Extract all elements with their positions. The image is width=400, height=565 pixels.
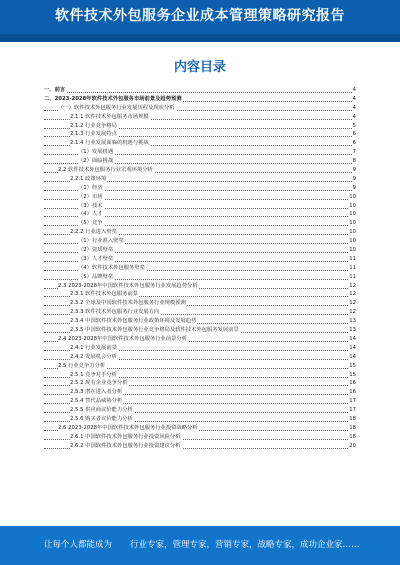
toc-entry-page: 9 [352, 167, 356, 174]
footer-tagline: 行业专家，管理专家，营销专家，战略专家，成功企业家…… [130, 540, 360, 550]
toc-leader-dots [44, 92, 356, 93]
toc-entry[interactable] [44, 442, 356, 451]
toc-entry-page: 14 [349, 344, 356, 351]
toc-entry-page: 12 [349, 291, 356, 298]
toc-entry-title: 2.5 行业竞争力分析 [58, 362, 106, 369]
toc-entry-title: （4）软件技术外包服务壁垒 [78, 264, 145, 271]
toc-entry[interactable] [44, 424, 356, 433]
toc-entry-page: 20 [349, 442, 356, 449]
toc-entry[interactable] [44, 326, 356, 335]
toc-entry-page: 18 [349, 415, 356, 422]
toc-entry-title: 2.3 2023-2028年中国软件技术外包服务行业发展趋势分析 [58, 282, 198, 289]
toc-entry-title: 2.3.4 中国软件技术外包服务行业政策环境及发展趋势 [70, 318, 197, 325]
toc-entry-page: 4 [352, 104, 356, 111]
page-title: 内容目录 [173, 60, 226, 75]
toc-entry[interactable] [44, 202, 356, 211]
toc-entry[interactable] [44, 371, 356, 380]
toc-entry[interactable] [44, 290, 356, 299]
toc-entry-page: 4 [352, 87, 356, 93]
toc-entry-title: 2.1.4 行业发展面临的机遇与挑战 [70, 140, 149, 147]
toc-entry-page: 10 [349, 229, 356, 236]
toc-entry-title: 2.5.3 潜在进入者分析 [70, 389, 123, 396]
toc-entry-page: 9 [352, 175, 356, 182]
toc-entry[interactable] [44, 157, 356, 166]
toc-entry-page: 6 [352, 131, 356, 138]
toc-entry-title: （2）市场 [78, 193, 103, 200]
toc-entry-page: 17 [349, 407, 356, 414]
toc-entry-page: 12 [349, 300, 356, 307]
toc-entry[interactable] [44, 148, 356, 157]
toc-entry-title: 2.4.2 发展机会分析 [70, 353, 117, 360]
toc-entry-title: 2.3.3 软件技术外包服务行业发展方向 [70, 309, 160, 316]
toc-entry[interactable] [44, 317, 356, 326]
toc-entry[interactable] [44, 273, 356, 282]
toc-entry[interactable] [44, 406, 356, 415]
toc-entry-page: 12 [349, 282, 356, 289]
toc-entry-title: 2.2.2 行业进入壁垒 [70, 229, 117, 236]
toc-entry-title: 2.3.2 全球及中国软件技术外包服务行业规模预测 [70, 300, 186, 307]
toc-entry-title: 二、2023-2028年软件技术外包服务市场前景及趋势预测 [44, 95, 182, 102]
toc-entry[interactable] [44, 415, 356, 424]
toc-entry-page: 15 [349, 362, 356, 369]
toc-entry[interactable] [44, 388, 356, 397]
toc-entry-page: 14 [349, 353, 356, 360]
toc-entry-page: 13 [349, 318, 356, 325]
toc-entry-title: （2）面临挑战 [78, 158, 114, 165]
header-stripe [0, 34, 400, 42]
toc-entry-title: 2.3.1 软件技术外包服务前景 [70, 291, 139, 298]
toc-entry[interactable] [44, 95, 356, 104]
toc-entry-title: （一）软件技术外包服务行业发展历程及现状分析 [58, 104, 175, 111]
toc-entry-title: （1）行业准入壁垒 [78, 238, 124, 245]
toc-entry-page: 17 [349, 398, 356, 405]
toc-entry[interactable] [44, 237, 356, 246]
toc-entry-title: 2.1.3 行业发展特点 [70, 131, 117, 138]
toc-entry-title: 2.2 软件技术外包服务行业宏观环境分析 [58, 167, 153, 174]
toc-entry[interactable] [44, 353, 356, 362]
toc-entry-page: 6 [352, 140, 356, 147]
toc-entry[interactable] [44, 104, 356, 113]
toc-entry-page: 18 [349, 424, 356, 431]
toc-entry-title: （1）经济 [78, 184, 103, 191]
toc-entry-page: 9 [352, 184, 356, 191]
toc-entry[interactable] [44, 362, 356, 371]
toc-entry-title: 2.3.5 中国软件技术外包服务行业竞争格局及软件技术外包服务发展前景 [70, 327, 239, 334]
toc-entry-title: 2.6.2 中国软件技术外包服务行业投资建议分析 [70, 442, 181, 449]
toc-entry-title: 2.1.1 软件技术外包服务市场规模 [70, 113, 149, 120]
toc-entry[interactable] [44, 308, 356, 317]
toc-entry[interactable] [44, 122, 356, 131]
toc-entry[interactable] [44, 344, 356, 353]
toc-entry-page: 16 [349, 389, 356, 396]
toc-entry[interactable] [44, 379, 356, 388]
toc-entry-title: 2.5.1 竞争对手分析 [70, 371, 117, 378]
toc-entry-page: 16 [349, 380, 356, 387]
toc-entry-page: 10 [349, 193, 356, 200]
toc-entry-page: 10 [349, 238, 356, 245]
toc-entry-title: 2.5.6 购买者议价能力分析 [70, 415, 133, 422]
toc-entry[interactable] [44, 166, 356, 175]
toc-entry-page: 11 [349, 264, 356, 271]
toc-entry[interactable] [44, 130, 356, 139]
toc-entry-page: 13 [349, 327, 356, 334]
toc-entry-title: （5）竞争 [78, 220, 103, 227]
toc-entry[interactable] [44, 184, 356, 193]
toc-entry[interactable] [44, 433, 356, 442]
toc-entry[interactable] [44, 219, 356, 228]
toc-entry[interactable] [44, 299, 356, 308]
toc-entry-page: 8 [352, 158, 356, 165]
toc-entry-title: 2.2.1 政策环境 [70, 175, 107, 182]
header-banner [0, 0, 400, 42]
toc-entry-page: 11 [349, 255, 356, 262]
toc-entry-title: 2.4 2023-2028年中国软件技术外包服务行业前景分析 [58, 335, 188, 342]
toc-entry-page: 4 [352, 113, 356, 120]
toc-entry[interactable] [44, 86, 356, 95]
toc-entry-title: （3）人才壁垒 [78, 255, 114, 262]
toc-entry[interactable] [44, 139, 356, 148]
toc-entry-title: （3）技术 [78, 202, 103, 209]
toc-entry[interactable] [44, 246, 356, 255]
toc-entry-title: （4）人才 [78, 211, 103, 218]
toc-entry-page: 10 [349, 211, 356, 218]
toc-entry-title: 2.5.4 替代品威胁分析 [70, 398, 123, 405]
toc-entry-page: 10 [349, 202, 356, 209]
toc-entry[interactable] [44, 175, 356, 184]
toc-entry[interactable] [44, 210, 356, 219]
toc-entry-page: 10 [349, 220, 356, 227]
table-of-contents [44, 86, 356, 451]
toc-entry-page: 7 [352, 149, 356, 156]
toc-entry-title: 2.5.5 供应商议价能力分析 [70, 407, 133, 414]
toc-entry-page: 11 [349, 273, 356, 280]
toc-entry-title: 2.4.1 行业发展前景 [70, 344, 117, 351]
footer-banner [0, 526, 400, 565]
report-title: 软件技术外包服务企业成本管理策略研究报告 [55, 8, 345, 24]
footer-slogan: 让每个人都能成为 [44, 540, 113, 550]
toc-entry-page: 4 [352, 95, 356, 102]
toc-entry[interactable] [44, 228, 356, 237]
toc-entry-title: 2.6.1 中国软件技术外包服务行业投资风险分析 [70, 433, 181, 440]
toc-entry-page: 18 [349, 433, 356, 440]
toc-entry[interactable] [44, 335, 356, 344]
toc-entry-title: （5）品牌壁垒 [78, 273, 114, 280]
toc-entry-title: 2.6 2023-2028年中国软件技术外包服务行业投资战略分析 [58, 424, 198, 431]
toc-entry[interactable] [44, 193, 356, 202]
toc-entry[interactable] [44, 397, 356, 406]
toc-entry-page: 15 [349, 371, 356, 378]
toc-entry[interactable] [44, 264, 356, 273]
toc-entry-page: 10 [349, 247, 356, 254]
toc-entry-page: 14 [349, 335, 356, 342]
toc-entry-title: 2.1.2 行业竞争格局 [70, 122, 117, 129]
toc-entry[interactable] [44, 282, 356, 291]
toc-entry-page: 5 [352, 122, 356, 129]
toc-entry-title: 一、前言 [44, 87, 66, 93]
toc-entry-title: （1）发展机遇 [78, 149, 114, 156]
toc-entry-title: 2.5.2 现有企业竞争分析 [70, 380, 128, 387]
toc-entry-title: （2）资质壁垒 [78, 247, 114, 254]
toc-entry-page: 12 [349, 309, 356, 316]
toc-entry[interactable] [44, 113, 356, 122]
toc-entry[interactable] [44, 255, 356, 264]
